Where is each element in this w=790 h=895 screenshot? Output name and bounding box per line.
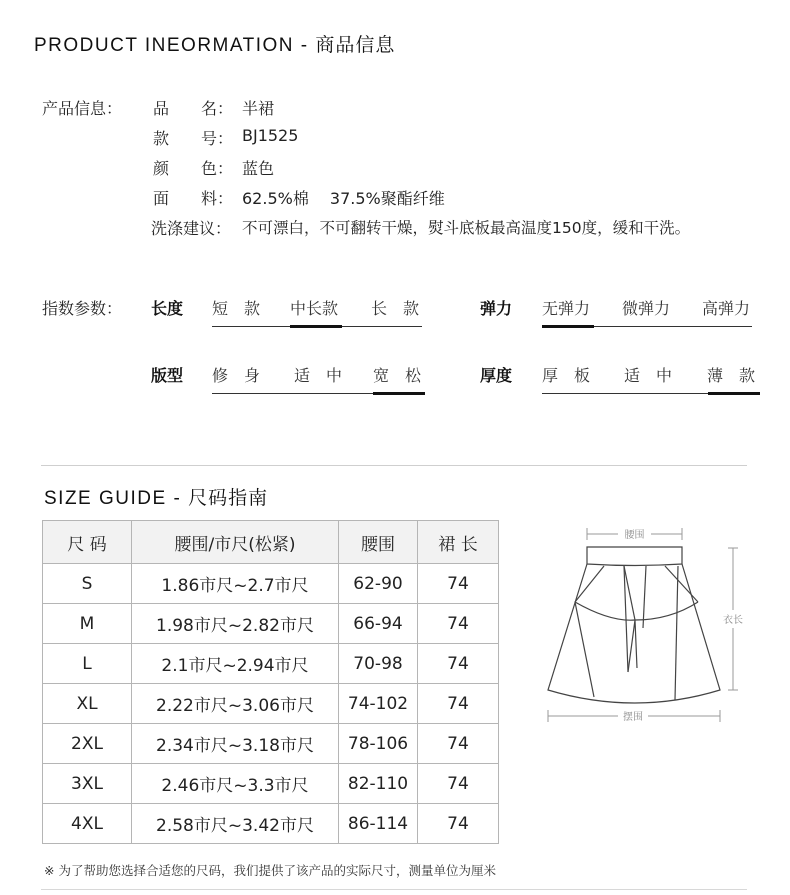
size-cell: M <box>43 604 132 644</box>
thickness-selected-marker <box>708 392 760 395</box>
size-cell: 3XL <box>43 764 132 804</box>
table-row <box>43 644 499 684</box>
waist-shichi-cell: 2.34市尺~3.18市尺 <box>132 724 339 764</box>
length-label: 长度 <box>151 299 184 318</box>
waist-shichi-cell: 2.22市尺~3.06市尺 <box>132 684 339 724</box>
col-header-skirt-length: 裙 长 <box>418 521 499 564</box>
size-cell: S <box>43 564 132 604</box>
waist-cell: 70-98 <box>339 644 418 684</box>
waist-label: 腰围 <box>624 530 645 541</box>
style-number-value: BJ1525 <box>242 126 299 145</box>
table-row <box>43 684 499 724</box>
name-key: 品 名： <box>153 99 234 118</box>
product-info-heading-cn: 商品信息 <box>315 34 396 56</box>
color-value: 蓝色 <box>242 159 275 178</box>
waist-shichi-cell: 2.58市尺~3.42市尺 <box>132 804 339 844</box>
fabric-value: 62.5%棉 37.5%聚酯纤维 <box>242 189 445 208</box>
waist-shichi-cell: 1.98市尺~2.82市尺 <box>132 604 339 644</box>
measurement-note: ※ 为了帮助您选择合适您的尺码，我们提供了该产品的实际尺寸，测量单位为厘米 <box>44 863 496 878</box>
table-row <box>43 564 499 604</box>
length-option-medium: 中长款 <box>290 299 339 318</box>
table-row <box>43 804 499 844</box>
table-row <box>43 604 499 644</box>
size-cell: XL <box>43 684 132 724</box>
thickness-label: 厚度 <box>480 366 513 385</box>
col-header-waist-shichi: 腰围/市尺(松紧) <box>132 521 339 564</box>
col-header-waist: 腰围 <box>339 521 418 564</box>
length-option-short: 短 款 <box>212 299 261 318</box>
size-guide-heading <box>44 483 268 510</box>
elasticity-option-none: 无弹力 <box>542 299 591 318</box>
length-label: 衣长 <box>723 615 743 626</box>
length-cell: 74 <box>418 804 499 844</box>
product-info-heading <box>34 30 395 57</box>
size-table <box>42 520 499 844</box>
fit-option-loose: 宽 松 <box>373 366 422 385</box>
style-number-key: 款 号： <box>153 129 234 148</box>
fit-label: 版型 <box>151 366 184 385</box>
care-value: 不可漂白，不可翻转干燥，熨斗底板最高温度150度，缓和干洗。 <box>242 219 691 237</box>
skirt-measurement-diagram <box>540 520 750 730</box>
waist-cell: 74-102 <box>339 684 418 724</box>
thickness-option-thick: 厚 板 <box>542 366 591 385</box>
length-cell: 74 <box>418 604 499 644</box>
elasticity-selected-marker <box>542 325 594 328</box>
length-selected-marker <box>290 325 342 328</box>
product-info-heading-en: PRODUCT INEORMATION - <box>34 35 316 56</box>
length-cell: 74 <box>418 724 499 764</box>
elasticity-option-slight: 微弹力 <box>622 299 671 318</box>
length-cell: 74 <box>418 764 499 804</box>
length-cell: 74 <box>418 684 499 724</box>
size-guide-heading-cn: 尺码指南 <box>188 487 269 509</box>
waist-cell: 66-94 <box>339 604 418 644</box>
thickness-option-thin: 薄 款 <box>707 366 756 385</box>
elasticity-label: 弹力 <box>480 299 513 318</box>
length-option-long: 长 款 <box>371 299 420 318</box>
waist-cell: 86-114 <box>339 804 418 844</box>
hem-label: 摆围 <box>623 712 643 723</box>
fit-option-regular: 适 中 <box>294 366 343 385</box>
fabric-key: 面 料： <box>153 189 234 208</box>
size-guide-heading-en: SIZE GUIDE - <box>44 488 189 509</box>
fit-selected-marker <box>373 392 425 395</box>
length-cell: 74 <box>418 644 499 684</box>
waist-shichi-cell: 2.46市尺~3.3市尺 <box>132 764 339 804</box>
care-key: 洗涤建议： <box>151 219 232 238</box>
table-row <box>43 764 499 804</box>
product-info-label: 产品信息： <box>42 99 123 118</box>
index-params-label: 指数参数： <box>42 299 123 318</box>
waist-cell: 62-90 <box>339 564 418 604</box>
size-cell: 4XL <box>43 804 132 844</box>
waist-cell: 78-106 <box>339 724 418 764</box>
color-key: 颜 色： <box>153 159 234 178</box>
skirt-drawing <box>548 547 720 703</box>
bottom-divider <box>41 889 747 890</box>
col-header-size: 尺 码 <box>43 521 132 564</box>
size-table-header-row <box>43 521 499 564</box>
size-cell: L <box>43 644 132 684</box>
waist-cell: 82-110 <box>339 764 418 804</box>
size-cell: 2XL <box>43 724 132 764</box>
thickness-option-medium: 适 中 <box>624 366 673 385</box>
name-value: 半裙 <box>242 99 275 118</box>
fit-option-slim: 修 身 <box>212 366 261 385</box>
waist-shichi-cell: 2.1市尺~2.94市尺 <box>132 644 339 684</box>
table-row <box>43 724 499 764</box>
length-cell: 74 <box>418 564 499 604</box>
waist-shichi-cell: 1.86市尺~2.7市尺 <box>132 564 339 604</box>
elasticity-option-high: 高弹力 <box>702 299 751 318</box>
section-divider <box>41 465 747 466</box>
